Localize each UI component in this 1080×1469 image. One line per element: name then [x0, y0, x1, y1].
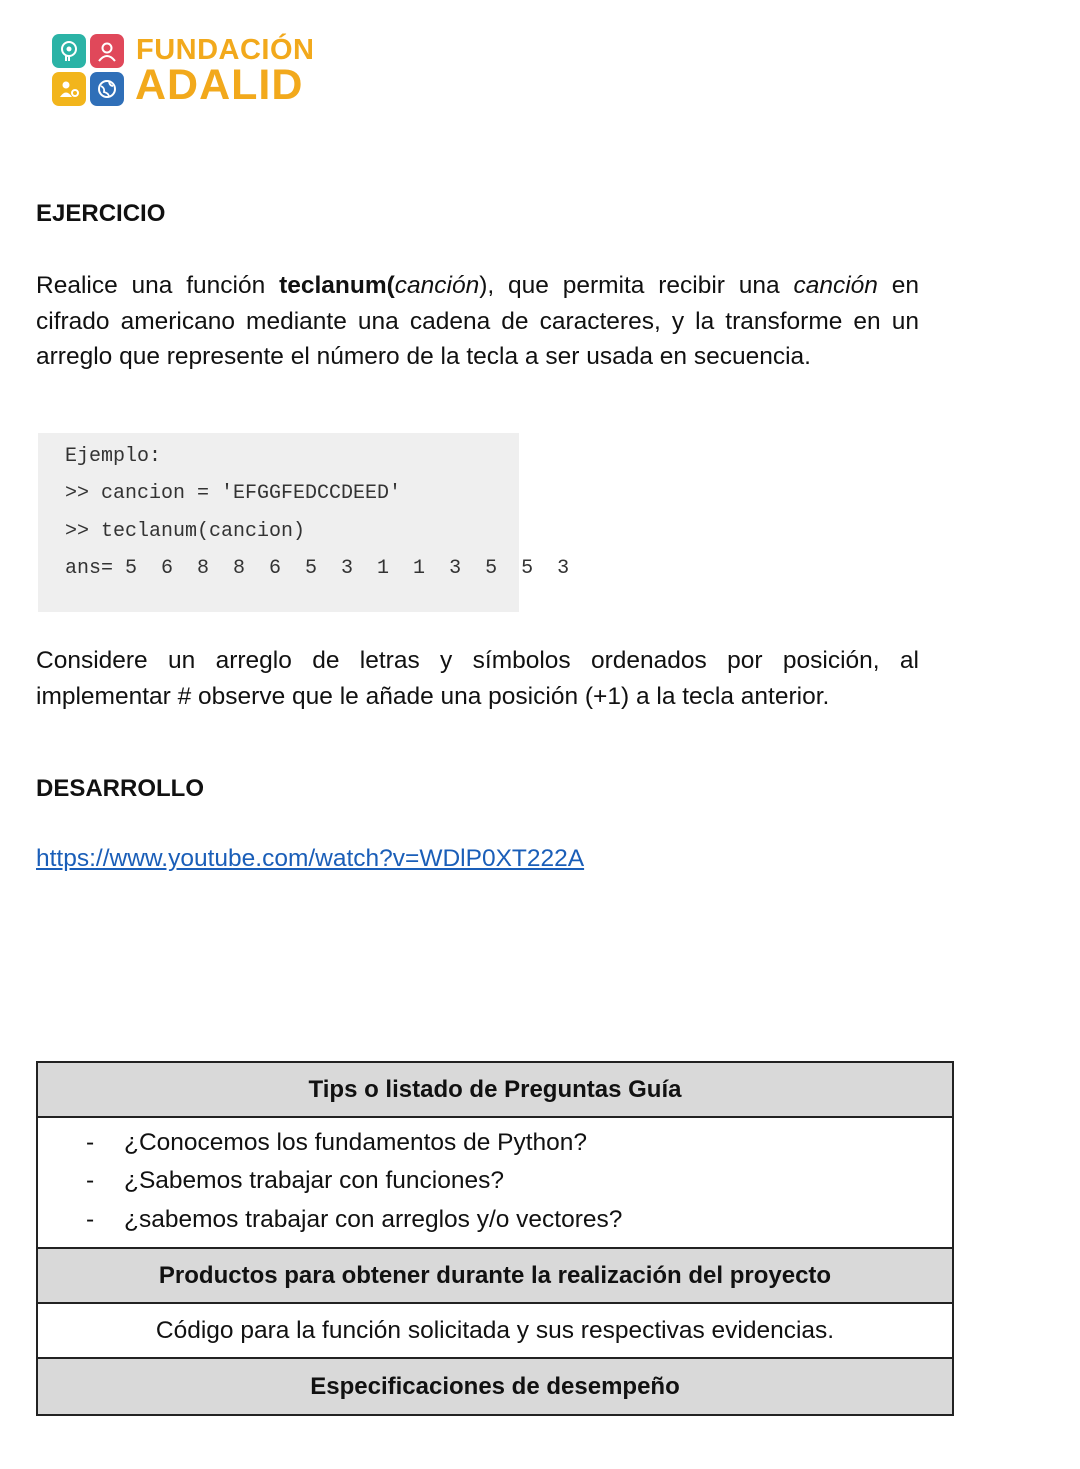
person-gear-icon [52, 72, 86, 106]
logo-text-fundacion: FUNDACIÓN [136, 34, 315, 66]
list-item [86, 1124, 952, 1163]
considere-paragraph: Considere un arreglo de letras y símbolos ordenados por posición, al implementar # observe que le añade una posición (+1) a la tecla anterior. [36, 647, 919, 710]
code-line: ans= 5 6 8 8 6 5 3 1 1 3 5 5 3 [65, 557, 570, 580]
text-segment: en cifrado americano mediante una cadena de caracteres, y la transforme en un arreglo que represente el número de la tecla a ser usada en secuencia. [36, 272, 920, 370]
list-dash: - [86, 1128, 95, 1156]
function-param: canción [793, 272, 878, 299]
exercise-description [36, 268, 919, 375]
code-line: Ejemplo: [65, 445, 162, 468]
tip-text: ¿Conocemos los fundamentos de Python? [124, 1128, 588, 1156]
logo-tiles [52, 34, 124, 106]
tips-list [38, 1120, 952, 1246]
woman-avatar-icon [90, 34, 124, 68]
tip-text: ¿sabemos trabajar con arreglos y/o vectores? [124, 1205, 623, 1233]
globe-icon [90, 72, 124, 106]
products-text: Código para la función solicitada y sus respectivas evidencias. [37, 1303, 953, 1358]
tip-text: ¿Sabemos trabajar con funciones? [124, 1167, 504, 1195]
list-item [86, 1162, 952, 1201]
logo-text-adalid: ADALID [135, 61, 304, 109]
specs-header: Especificaciones de desempeño [37, 1358, 953, 1415]
function-paren: ( [386, 272, 395, 299]
products-header: Productos para obtener durante la realización del proyecto [37, 1248, 953, 1303]
list-dash: - [86, 1167, 95, 1195]
section-heading-desarrollo: DESARROLLO [36, 775, 204, 802]
code-line: >> cancion = 'EFGGFEDCCDEED' [65, 482, 402, 505]
youtube-link[interactable]: https://www.youtube.com/watch?v=WDlP0XT222A [36, 845, 585, 872]
section-heading-ejercicio: EJERCICIO [36, 200, 166, 227]
fundacion-adalid-logo [52, 34, 322, 110]
guide-table [36, 1061, 954, 1416]
text-segment: ), que permita recibir una [479, 272, 794, 299]
tips-header: Tips o listado de Preguntas Guía [37, 1062, 953, 1117]
brain-head-icon [52, 34, 86, 68]
text-segment: Realice una función [36, 272, 280, 299]
list-dash: - [86, 1205, 95, 1233]
function-name: teclanum [279, 272, 387, 299]
function-param: canción [394, 272, 480, 299]
example-code-block [38, 433, 570, 612]
tips-cell [37, 1117, 953, 1248]
list-item [86, 1201, 952, 1240]
code-line: >> teclanum(cancion) [65, 520, 306, 543]
